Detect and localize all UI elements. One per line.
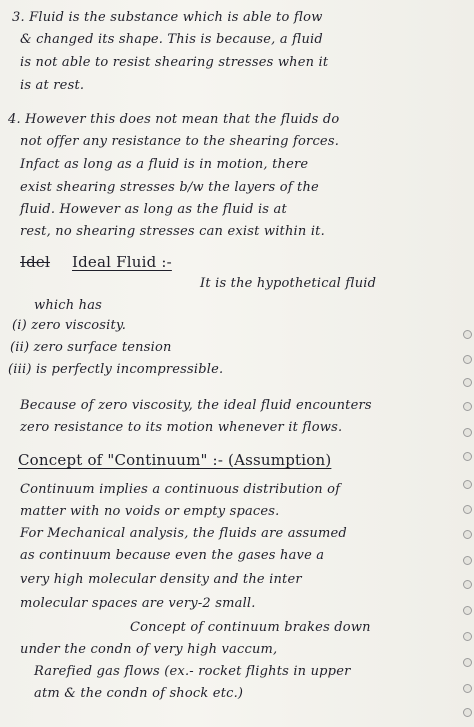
text-line: (ii) zero surface tension <box>10 340 172 355</box>
binder-hole <box>463 378 472 387</box>
binder-hole <box>463 708 472 717</box>
text-line: Idel <box>20 253 51 271</box>
text-line: Ideal Fluid :- <box>72 253 172 271</box>
text-line: 3. Fluid is the substance which is able to flow <box>12 10 323 25</box>
text-line: fluid. However as long as the fluid is at <box>20 202 287 217</box>
text-line: matter with no voids or empty spaces. <box>20 504 280 519</box>
text-line: which has <box>34 298 103 313</box>
binder-hole <box>463 632 472 641</box>
text-line: molecular spaces are very-2 small. <box>20 596 256 611</box>
text-line: atm & the condn of shock etc.) <box>34 686 244 701</box>
binder-hole <box>463 402 472 411</box>
binder-hole <box>463 658 472 667</box>
text-line: (iii) is perfectly incompressible. <box>8 362 224 377</box>
text-line: very high molecular density and the inter <box>20 572 302 587</box>
text-line: & changed its shape. This is because, a fluid <box>20 32 323 47</box>
text-line: as continuum because even the gases have a <box>20 548 325 563</box>
binder-hole <box>463 428 472 437</box>
binder-hole <box>463 355 472 364</box>
binder-hole <box>463 505 472 514</box>
text-line: 4. However this does not mean that the fluids do <box>8 112 340 127</box>
binder-hole <box>463 606 472 615</box>
text-line: not offer any resistance to the shearing forces. <box>20 134 340 149</box>
text-line: It is the hypothetical fluid <box>200 276 377 291</box>
text-line: (i) zero viscosity. <box>12 318 127 333</box>
text-line: is not able to resist shearing stresses when it <box>20 55 329 70</box>
binder-hole <box>463 580 472 589</box>
text-line: Concept of "Continuum" :- (Assumption) <box>18 451 332 469</box>
binder-hole <box>463 452 472 461</box>
text-line: Concept of continuum brakes down <box>130 620 371 635</box>
text-line: Rarefied gas flows (ex.- rocket flights in upper <box>34 664 351 679</box>
binder-hole <box>463 330 472 339</box>
text-line: For Mechanical analysis, the fluids are assumed <box>20 526 347 541</box>
binder-hole <box>463 480 472 489</box>
binder-holes <box>462 0 474 727</box>
text-line: under the condn of very high vaccum, <box>20 642 278 657</box>
text-line: Infact as long as a fluid is in motion, there <box>20 157 309 172</box>
text-line: Continuum implies a continuous distribution of <box>20 482 341 497</box>
text-line: zero resistance to its motion whenever it flows. <box>20 420 343 435</box>
binder-hole <box>463 530 472 539</box>
text-line: is at rest. <box>20 78 85 93</box>
text-line: exist shearing stresses b/w the layers of the <box>20 180 319 195</box>
text-line: Because of zero viscosity, the ideal fluid encounters <box>20 398 372 413</box>
text-line: rest, no shearing stresses can exist within it. <box>20 224 325 239</box>
binder-hole <box>463 684 472 693</box>
binder-hole <box>463 556 472 565</box>
